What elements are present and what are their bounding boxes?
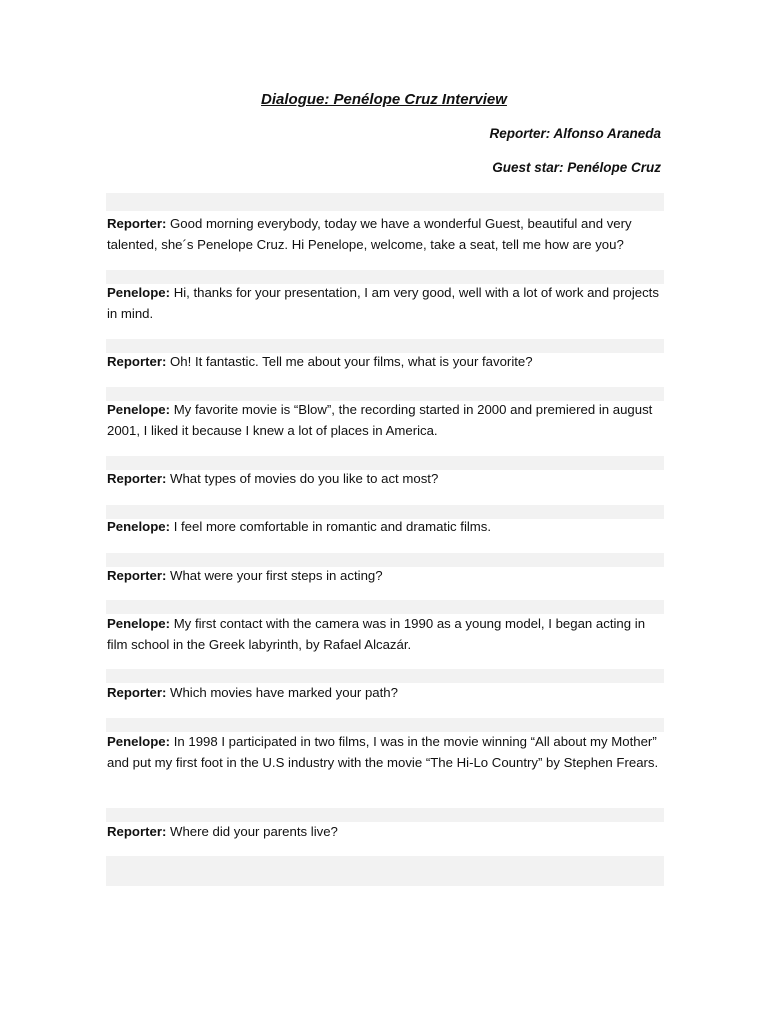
spacer-band [106,456,664,470]
dialogue-turn [107,822,667,843]
spacer-band [106,600,664,614]
dialogue-turn [107,214,667,256]
spacer-band [106,270,664,284]
spacer-band [106,718,664,732]
dialogue-turn [107,517,667,538]
reporter-credit: Reporter: Alfonso Araneda [489,126,661,141]
dialogue-text: Good morning everybody, today we have a wonderful Guest, beautiful and very talented, she´s Penelope Cruz. Hi Penelope, welcome, take a seat, tell me how are you? [107,216,632,252]
dialogue-text: Hi, thanks for your presentation, I am very good, well with a lot of work and projects in mind. [107,285,659,321]
dialogue-text: Where did your parents live? [166,824,338,839]
speaker-label: Penelope: [107,402,171,417]
speaker-label: Penelope: [107,616,171,631]
dialogue-turn [107,732,667,774]
dialogue-turn [107,614,667,656]
spacer-band [106,669,664,683]
dialogue-turn [107,566,667,587]
spacer-band [106,553,664,567]
dialogue-text: Which movies have marked your path? [166,685,398,700]
speaker-label: Reporter: [107,685,167,700]
dialogue-turn [107,352,667,373]
dialogue-text: What types of movies do you like to act most? [166,471,439,486]
document-title: Dialogue: Penélope Cruz Interview [261,91,507,108]
dialogue-text: What were your first steps in acting? [166,568,383,583]
spacer-band [106,193,664,211]
dialogue-text: My favorite movie is “Blow”, the recording started in 2000 and premiered in august 2001, I liked it because I knew a lot of places in America. [107,402,653,438]
spacer-band [106,808,664,822]
speaker-label: Reporter: [107,354,167,369]
dialogue-text: My first contact with the camera was in 1990 as a young model, I began acting in film school in the Greek labyrinth, by Rafael Alcazár. [107,616,646,652]
dialogue-turn [107,283,667,325]
spacer-band [106,387,664,401]
dialogue-text: Oh! It fantastic. Tell me about your films, what is your favorite? [166,354,533,369]
speaker-label: Reporter: [107,568,167,583]
dialogue-turn [107,683,667,704]
speaker-label: Reporter: [107,824,167,839]
speaker-label: Penelope: [107,285,171,300]
dialogue-turn [107,469,667,490]
spacer-band [106,339,664,353]
spacer-band [106,856,664,886]
speaker-label: Reporter: [107,471,167,486]
dialogue-text: I feel more comfortable in romantic and dramatic films. [170,519,492,534]
speaker-label: Penelope: [107,519,171,534]
speaker-label: Penelope: [107,734,171,749]
speaker-label: Reporter: [107,216,167,231]
dialogue-turn [107,400,667,442]
dialogue-text: In 1998 I participated in two films, I was in the movie winning “All about my Mother” and put my first foot in the U.S industry with the movie “The Hi-Lo Country” by Stephen Frears. [107,734,659,770]
guest-credit: Guest star: Penélope Cruz [492,160,661,175]
